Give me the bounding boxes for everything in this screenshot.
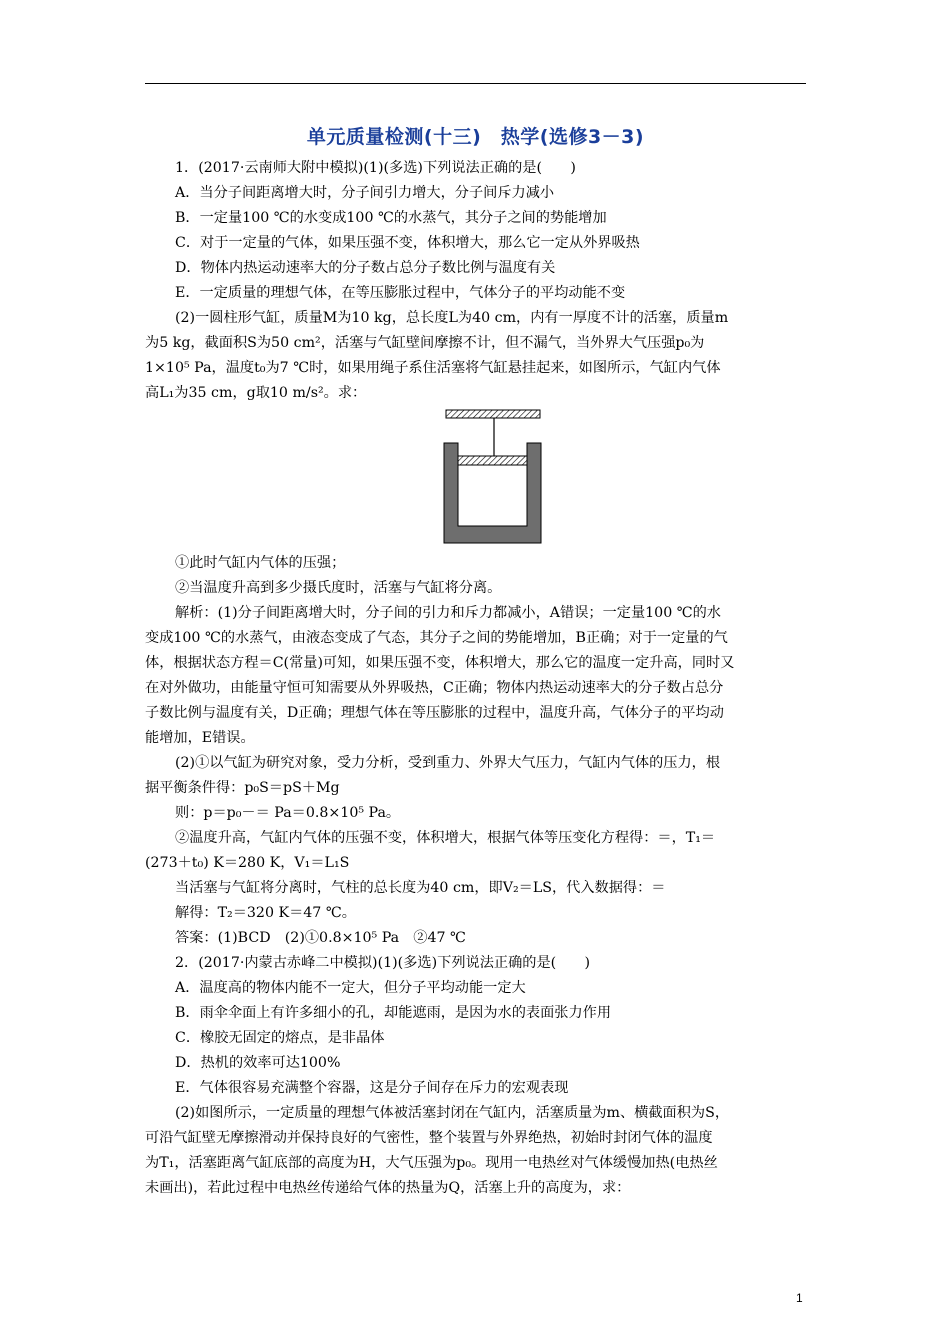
q2-option-c: C．橡胶无固定的熔点，是非晶体 (175, 1030, 385, 1046)
q1-option-d: D．物体内热运动速率大的分子数占总分子数比例与温度有关 (175, 260, 556, 276)
q1-part2-line: 1×10⁵ Pa，温度t₀为7 ℃时，如果用绳子系住活塞将气缸悬挂起来，如图所示，气缸内气体 (145, 360, 721, 376)
q1-subquestion-2: ②当温度升高到多少摄氏度时，活塞与气缸将分离。 (175, 580, 502, 596)
q1-analysis-line: 则：p＝p₀－＝ Pa＝0.8×10⁵ Pa。 (175, 805, 401, 821)
q1-analysis-line: 当活塞与气缸将分离时，气柱的总长度为40 cm，即V₂＝LS，代入数据得：＝ (175, 880, 666, 896)
q1-answer: 答案：(1)BCD (2)①0.8×10⁵ Pa ②47 ℃ (175, 930, 466, 946)
q2-part2-line: 为T₁，活塞距离气缸底部的高度为H，大气压强为p₀。现用一电热丝对气体缓慢加热(电热丝 (145, 1155, 718, 1171)
q1-option-e: E．一定质量的理想气体，在等压膨胀过程中，气体分子的平均动能不变 (175, 285, 626, 301)
ceiling-support (446, 410, 540, 418)
q2-part2-line: 可沿气缸壁无摩擦滑动并保持良好的气密性，整个装置与外界绝热，初始时封闭气体的温度 (145, 1130, 713, 1146)
q2-part2-line: (2)如图所示，一定质量的理想气体被活塞封闭在气缸内，活塞质量为m、横截面积为S， (175, 1105, 730, 1121)
q1-part2-line: 高L₁为35 cm，g取10 m/s²。求： (145, 385, 367, 401)
q1-analysis-line: (273＋t₀) K＝280 K，V₁＝L₁S (145, 855, 350, 871)
q1-analysis-line: 据平衡条件得：p₀S＝pS＋Mg (145, 780, 340, 796)
q1-analysis-line: 解析：(1)分子间距离增大时，分子间的引力和斥力都减小，A错误；一定量100 ℃的水 (175, 605, 721, 621)
q1-analysis-line: ②温度升高，气缸内气体的压强不变，体积增大，根据气体等压变化方程得：＝，T₁＝ (175, 830, 716, 846)
hanging-cylinder-figure (443, 408, 543, 544)
q2-part2-line: 未画出)，若此过程中电热丝传递给气体的热量为Q，活塞上升的高度为，求： (145, 1180, 631, 1196)
q2-option-d: D．热机的效率可达100% (175, 1055, 341, 1071)
q1-analysis-line: (2)①以气缸为研究对象，受力分析，受到重力、外界大气压力，气缸内气体的压力，根 (175, 755, 721, 771)
q2-option-a: A．温度高的物体内能不一定大，但分子平均动能一定大 (175, 980, 526, 996)
q1-part2-line: (2)一圆柱形气缸，质量M为10 kg，总长度L为40 cm，内有一厚度不计的活塞，质量m (175, 310, 729, 326)
page-title: 单元质量检测(十三) 热学(选修3－3) (306, 126, 645, 148)
header-rule (145, 83, 806, 84)
q1-subquestion-1: ①此时气缸内气体的压强； (175, 555, 346, 571)
q1-analysis-line: 子数比例与温度有关，D正确；理想气体在等压膨胀的过程中，温度升高，气体分子的平均动 (145, 705, 724, 721)
q1-part2-line: 为5 kg，截面积S为50 cm²，活塞与气缸壁间摩擦不计，但不漏气，当外界大气压强p₀为 (145, 335, 705, 351)
q2-option-e: E．气体很容易充满整个容器，这是分子间存在斥力的宏观表现 (175, 1080, 569, 1096)
q1-analysis-line: 能增加，E错误。 (145, 730, 255, 746)
q2-option-b: B．雨伞伞面上有许多细小的孔，却能遮雨，是因为水的表面张力作用 (175, 1005, 612, 1021)
q1-analysis-line: 体，根据状态方程＝C(常量)可知，如果压强不变，体积增大，那么它的温度一定升高，同时又 (145, 655, 735, 671)
q1-analysis-line: 在对外做功，由能量守恒可知需要从外界吸热，C正确；物体内热运动速率大的分子数占总分 (145, 680, 724, 696)
q1-analysis-line: 解得：T₂＝320 K＝47 ℃。 (175, 905, 356, 921)
piston (458, 456, 527, 465)
q1-stem: 1．(2017·云南师大附中模拟)(1)(多选)下列说法正确的是( ) (175, 160, 576, 176)
q1-option-a: A．当分子间距离增大时，分子间引力增大，分子间斥力减小 (175, 185, 555, 201)
q1-analysis-line: 变成100 ℃的水蒸气，由液态变成了气态，其分子之间的势能增加，B正确；对于一定量的气 (145, 630, 728, 646)
q1-option-b: B．一定量100 ℃的水变成100 ℃的水蒸气，其分子之间的势能增加 (175, 210, 607, 226)
q2-stem: 2．(2017·内蒙古赤峰二中模拟)(1)(多选)下列说法正确的是( ) (175, 955, 591, 971)
q1-option-c: C．对于一定量的气体，如果压强不变，体积增大，那么它一定从外界吸热 (175, 235, 640, 251)
page-number: 1 (796, 1291, 803, 1305)
